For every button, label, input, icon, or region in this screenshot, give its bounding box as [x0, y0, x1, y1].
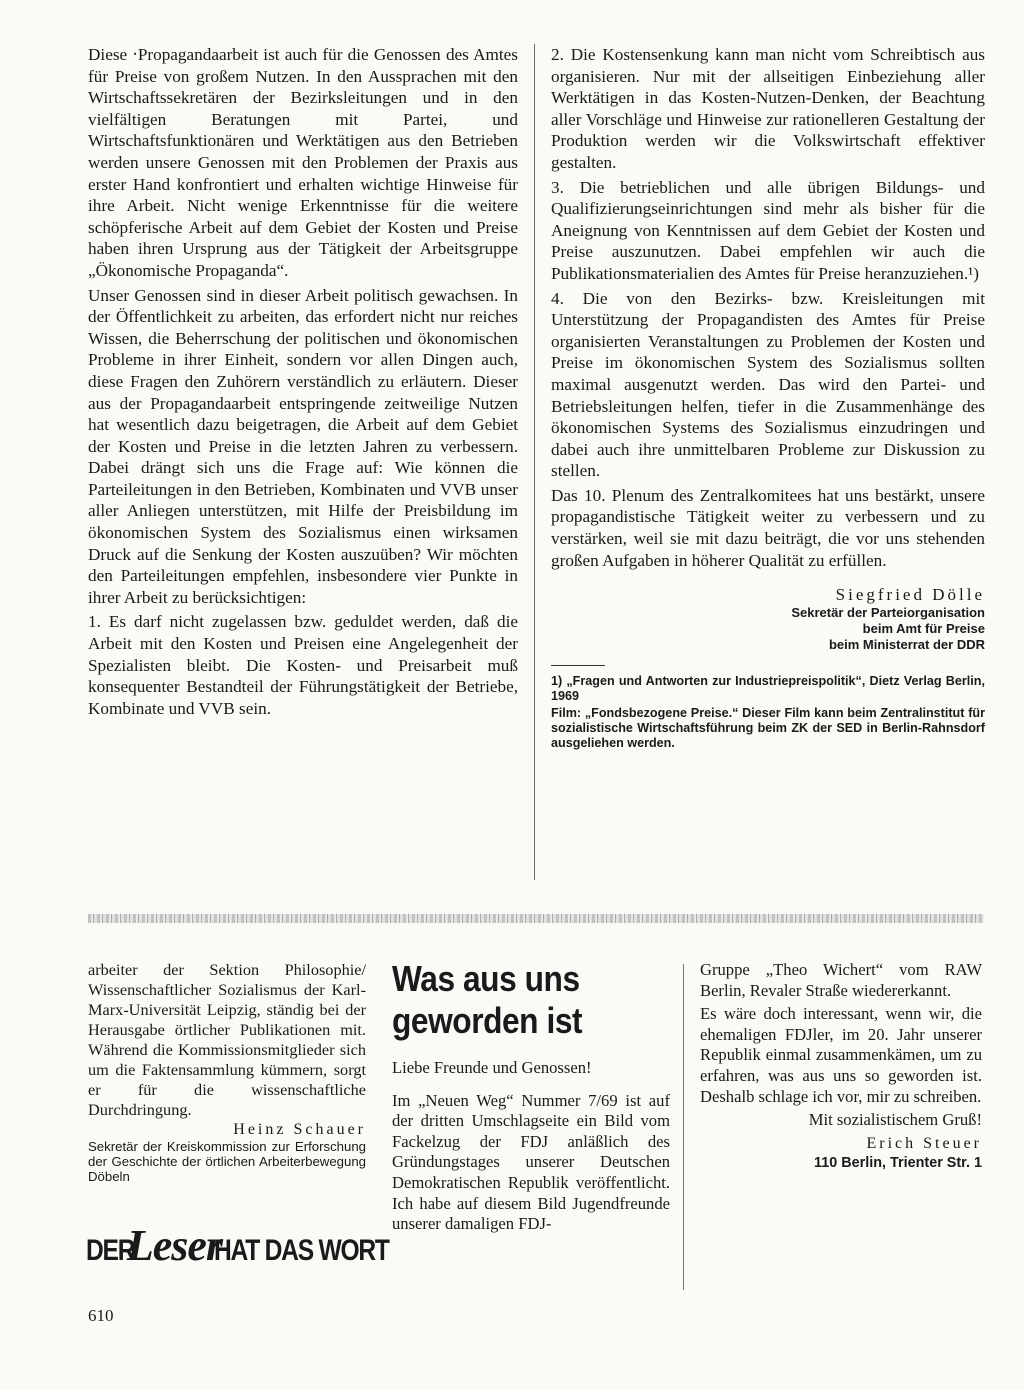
author-role-line: Sekretär der Parteiorganisation: [791, 605, 985, 621]
footnote: 1) „Fragen und Antworten zur Industriepreispolitik“, Dietz Verlag Berlin, 1969: [551, 674, 985, 704]
headline-line: Was aus uns: [392, 958, 580, 999]
author-role: Sekretär der Kreiskommission zur Erforschung der Geschichte der örtlichen Arbeiterbewegung Döbeln: [88, 1139, 366, 1184]
paragraph: 4. Die von den Bezirks- bzw. Kreisleitungen mit Unterstützung der Propagandisten des Amtes für Preise organisierten Veranstaltungen zu Problemen der Kosten und Preise im ökonomischen System des Sozialismus sollten maximal ausgenutzt werden. Das wird den Partei- und Betriebsleitungen helfen, tiefer in die Zusammenhänge des ökonomischen Systems des Sozialismus einzudringen und dabei auch ihre unmittelbaren Probleme zur Diskussion zu stellen.: [551, 288, 985, 481]
paragraph: 3. Die betrieblichen und alle übrigen Bildungs- und Qualifizierungseinrichtungen sind mehr als bisher für die Aneignung von Kenntnissen auf dem Gebiet der Kosten und Preise auszunutzen. Dabei empfehlen wir auch die Publikationsmaterialien des Amtes für Preise heranzuziehen.¹): [551, 177, 985, 283]
author-name: Erich Steuer: [866, 1134, 982, 1152]
paragraph: arbeiter der Sektion Philosophie/ Wissenschaftlicher Sozialismus der Karl-Marx-Universität Leipzig, ständig bei der Herausgabe örtlicher Publikationen mit. Während die Kommissionsmitglieder sich um die Faktensammlung kümmern, sorgt er für die wissenschaftliche Durchdringung.: [88, 960, 366, 1119]
paragraph: Im „Neuen Weg“ Nummer 7/69 ist auf der dritten Umschlagseite ein Bild vom Fackelzug der FDJ anläßlich des Gründungstages unserer Deutschen Demokratischen Republik veröffentlicht. Ich habe auf diesem Bild Jugendfreunde unserer damaligen FDJ-: [392, 1090, 670, 1234]
paragraph: Unser Genossen sind in dieser Arbeit politisch gewachsen. In der Öffentlichkeit zu arbeiten, das erfordert nicht nur reiches Wissen, die Beherrschung der politischen und ökonomischen Probleme in ihrer Einheit, sondern vor allen Dingen auch, diese Fragen den Zuhörern verständlich zu erläutern. Dieser aus der Propagandaarbeit entspringende zeitweilige Nutzen hat wesentlich dazu beigetragen, die Arbeit auf dem Gebiet der Kosten und Preise in die letzten Jahren zu verbessern. Dabei drängt sich uns die Frage auf: Wie können die Parteileitungen in den Betrieben, Kombinaten und VVB unser aller Anliegen unterstützen, mit Hilfe der Preisbildung im ökonomischen System des Sozialismus einen wirksamen Druck auf die Senkung der Kosten auszuüben? Wir möchten den Parteileitungen empfehlen, insbesondere vier Punkte in ihrer Arbeit zu berücksichtigen:: [88, 285, 518, 607]
letter-column-middle: [392, 958, 670, 1235]
leser-hat-das-wort-banner: [86, 1220, 389, 1276]
article-column-left: [88, 44, 518, 719]
headline: [392, 958, 637, 1042]
banner-left: DER: [86, 1234, 135, 1267]
paragraph: 2. Die Kostensenkung kann man nicht vom Schreibtisch aus organisieren. Nur mit der allseitigen Einbeziehung aller Werktätigen in das Kosten-Nutzen-Denken, der Beachtung aller Vorschläge und Hinweise zur rationelleren Gestaltung der Produktion werden wir die Volkswirtschaft effektiver gestalten.: [551, 45, 985, 172]
paragraph: Es wäre doch interessant, wenn wir, die ehemaligen FDJler, im 20. Jahr unserer Republik einmal zusammenkämen, um zu erfahren, was aus uns so geworden ist. Deshalb schlage ich vor, mir zu schreiben.: [700, 1004, 982, 1106]
article-column-right: [551, 44, 985, 753]
paragraph: Gruppe „Theo Wichert“ vom RAW Berlin, Revaler Straße wiedererkannt.: [700, 960, 982, 1000]
author-name: Heinz Schauer: [233, 1121, 366, 1138]
banner-right: HAT DAS WORT: [214, 1234, 389, 1267]
column-divider: [683, 964, 684, 1290]
salutation: Liebe Freunde und Genossen!: [392, 1058, 592, 1077]
headline-line: geworden ist: [392, 1000, 583, 1041]
letter-column-right: [700, 960, 982, 1171]
letter-column-left: [88, 960, 366, 1184]
author-role-line: beim Amt für Preise: [862, 621, 985, 637]
paragraph: Diese ‧Propagandaarbeit ist auch für die Genossen des Amtes für Preise von großem Nutzen. In den Aussprachen mit den Wirtschaftssekretären der Bezirksleitungen und in den vielfältigen Beratungen mit Partei, und Wirtschaftsfunktionären und Werktätigen aus den Betrieben werden unsere Genossen mit den Problemen der Praxis aus erster Hand konfrontiert und erhalten wichtige Hinweise für ihre Arbeit. Nicht wenige Erkenntnisse für die weitere schöpferische Arbeit auf dem Gebiet der Kosten und Preise haben ihren Ursprung aus der Tätigkeit der Arbeitsgruppe „Ökonomische Propaganda“.: [88, 45, 518, 280]
paragraph: 1. Es darf nicht zugelassen bzw. geduldet werden, daß die Arbeit mit den Kosten und Preisen eine Angelegenheit der Spezialisten bleibt. Die Kosten- und Preisarbeit muß konsequenter Bestandteil der Führungstätigkeit der Betriebe, Kombinate und VVB sein.: [88, 612, 518, 718]
paragraph: Das 10. Plenum des Zentralkomitees hat uns bestärkt, unsere propagandistische Tätigkeit weiter zu verbessern und zu verstärken, weil sie mit dazu beiträgt, die vor uns stehenden großen Aufgaben in höherer Qualität zu erfüllen.: [551, 485, 985, 570]
column-divider: [534, 44, 535, 880]
banner-script-word: Leser: [126, 1220, 223, 1270]
page-number: 610: [88, 1306, 114, 1325]
closing: Mit sozialistischem Gruß!: [808, 1110, 982, 1130]
section-separator: [88, 914, 984, 923]
author-role-line: beim Ministerrat der DDR: [828, 637, 985, 653]
author-address: 110 Berlin, Trienter Str. 1: [814, 1154, 982, 1171]
footnote-rule: [551, 665, 605, 666]
footnote: Film: „Fondsbezogene Preise.“ Dieser Film kann beim Zentralinstitut für sozialistische Wirtschaftsführung beim ZK der SED in Berlin-Rahnsdorf ausgeliehen werden.: [551, 706, 985, 751]
author-name: Siegfried Dölle: [835, 585, 985, 605]
